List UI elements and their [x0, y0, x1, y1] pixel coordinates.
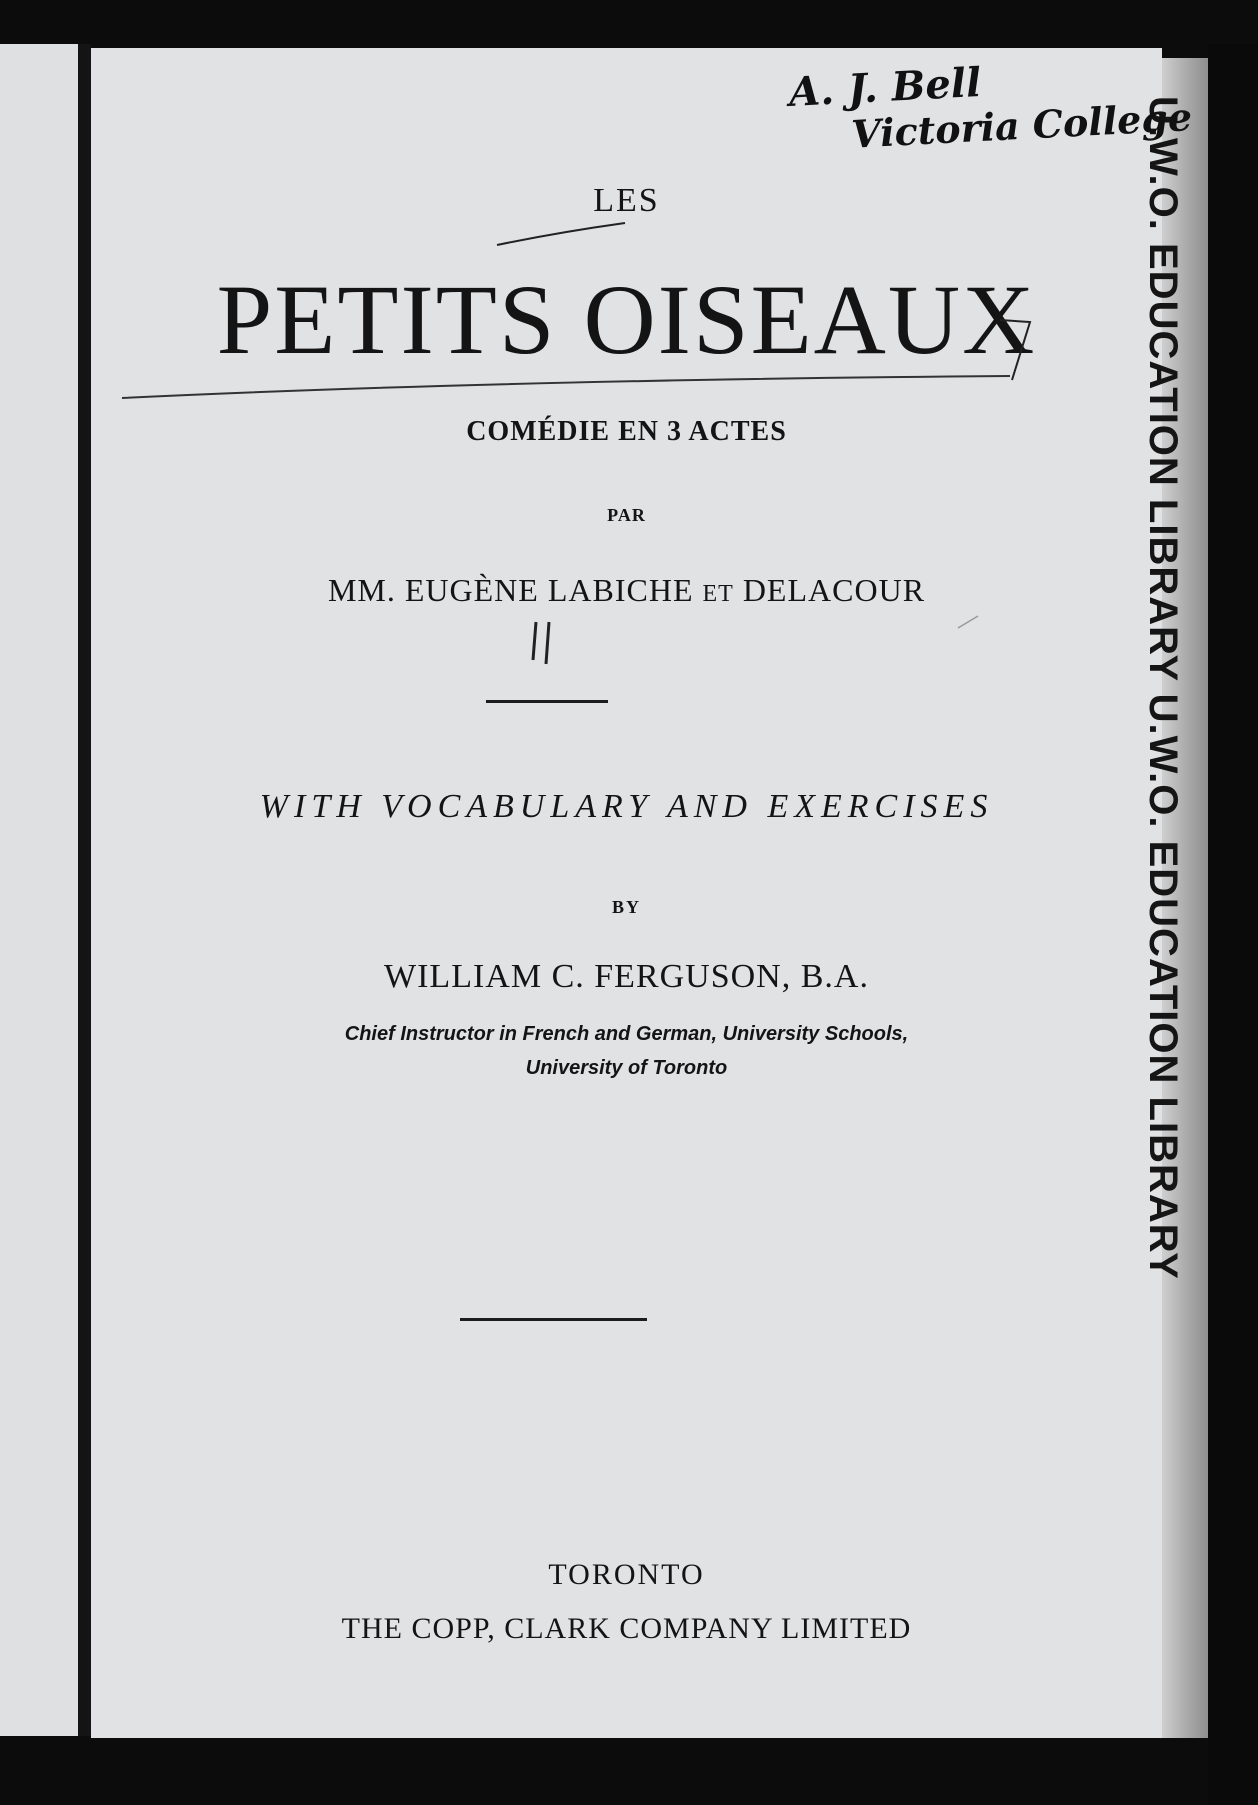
authors-conjunction: ET — [702, 581, 734, 607]
by-label: BY — [611, 897, 641, 917]
signature-name: A. J. Bell — [787, 58, 983, 116]
co-author-name: DELACOUR — [733, 572, 926, 608]
signature-college: Victoria College — [850, 93, 1194, 157]
par-label: PAR — [607, 505, 646, 525]
editor-affiliation-line-1: Chief Instructor in French and German, University Schools, — [344, 1023, 909, 1045]
authors-names: MM. EUGÈNE LABICHE — [327, 572, 703, 608]
edition-description: WITH VOCABULARY AND EXERCISES — [259, 788, 994, 825]
editor-name: WILLIAM C. FERGUSON, B.A. — [384, 958, 869, 995]
title-article: LES — [593, 182, 660, 219]
book-subtitle: COMÉDIE EN 3 ACTES — [466, 416, 787, 447]
publication-city: TORONTO — [548, 1558, 705, 1591]
library-stamp-text: U.W.O. EDUCATION LIBRARY U.W.O. EDUCATION LIBRARY — [1141, 96, 1185, 1280]
editor-affiliation-line-2: University of Toronto — [525, 1057, 728, 1079]
publisher-name: THE COPP, CLARK COMPANY LIMITED — [341, 1612, 912, 1645]
book-title: PETITS OISEAUX — [216, 264, 1037, 375]
